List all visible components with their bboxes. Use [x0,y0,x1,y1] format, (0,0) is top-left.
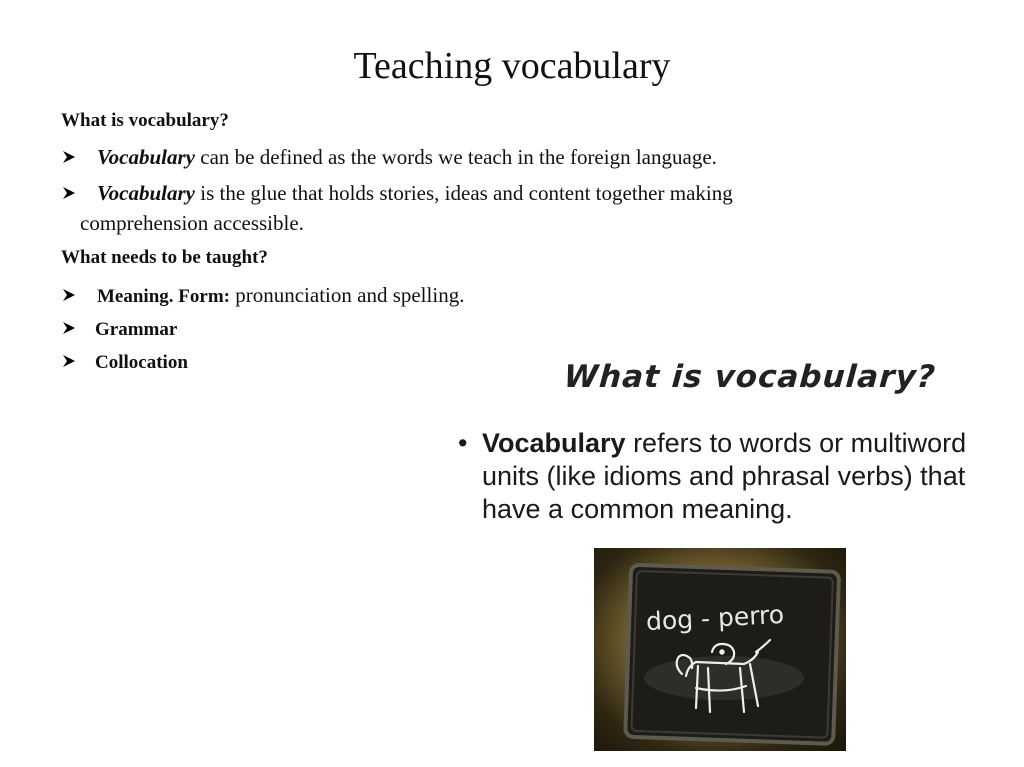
bullet-term: Vocabulary [97,181,196,205]
bullet-meaning-form [61,280,941,312]
bullet-text: is the glue that holds stories, ideas and content together making [195,181,733,205]
section-heading-what-is-vocabulary: What is vocabulary? [61,110,229,131]
image-bullet-text: refers to words or multiword units (like idioms and phrasal verbs) that have a common meaning. [482,428,967,524]
section-heading-what-needs-taught: What needs to be taught? [61,247,268,268]
bullet-term: Collocation [95,352,188,373]
bullet-text: pronunciation and spelling. [229,283,465,307]
bullet-term: Grammar [95,319,178,340]
arrow-bullet-icon [61,142,79,172]
arrow-bullet-icon [61,346,79,376]
arrow-bullet-icon [61,178,79,208]
bullet-dot-icon: • [458,428,468,458]
chalkboard-dog-photo [594,548,846,751]
bullet-vocabulary-definition [61,142,941,172]
bullet-text: can be defined as the words we teach in the foreign language. [195,145,717,169]
image-bullet-term: Vocabulary [482,428,626,458]
slide-title: Teaching vocabulary [353,45,671,87]
chalkboard-dog-illustration [594,548,846,751]
bullet-term: Meaning. Form: [97,286,230,307]
chalk-caption: dog - perro [645,599,785,637]
bullet-term: Vocabulary [97,145,196,169]
bullet-vocabulary-glue [61,178,941,238]
image-title: What is vocabulary? [562,359,938,395]
image-bullet [458,427,998,526]
arrow-bullet-icon [61,313,79,343]
embedded-vocabulary-image [440,345,1000,755]
bullet-text-continued: comprehension accessible. [80,211,304,235]
bullet-grammar [61,313,941,345]
arrow-bullet-icon [61,280,79,310]
